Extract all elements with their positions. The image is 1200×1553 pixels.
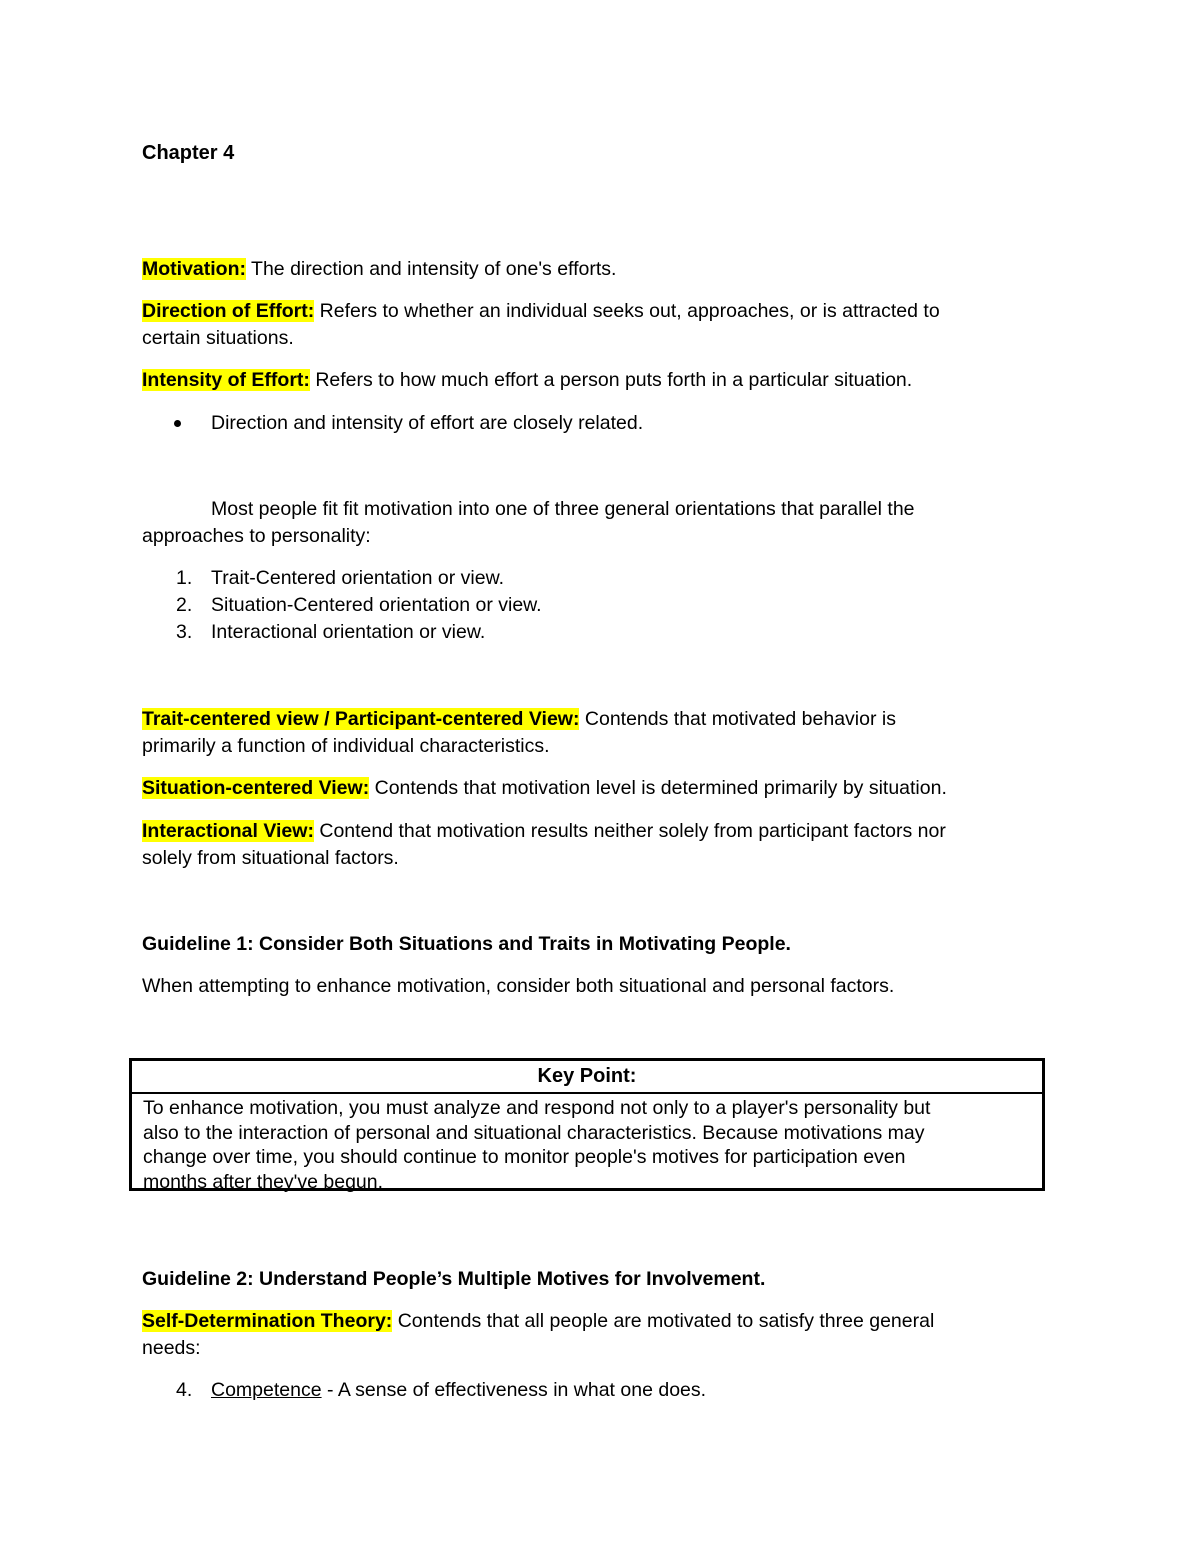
definition-direction-cont: certain situations. (142, 327, 294, 349)
key-point-box (129, 1058, 1045, 1191)
list-item: Trait-Centered orientation or view. (211, 567, 504, 589)
chapter-title: Chapter 4 (142, 142, 235, 164)
key-point-line: To enhance motivation, you must analyze and respond not only to a player's personality but (143, 1097, 931, 1119)
list-marker: 2. (176, 594, 193, 616)
definition-interactional (142, 818, 946, 845)
key-point-body (132, 1094, 1042, 1194)
definition-text: Contends that all people are motivated to satisfy three general (392, 1310, 935, 1332)
term-interactional-view: Interactional View: (142, 820, 314, 842)
need-term: Competence (211, 1379, 322, 1401)
term-trait-centered-view: Trait-centered view / Participant-centered View: (142, 708, 580, 730)
need-text: - A sense of effectiveness in what one does. (321, 1379, 707, 1401)
definition-intensity (142, 367, 912, 394)
definition-sdt (142, 1308, 934, 1335)
bullet-item: Direction and intensity of effort are closely related. (211, 412, 644, 434)
definition-direction (142, 298, 940, 325)
list-item: Situation-Centered orientation or view. (211, 594, 542, 616)
key-point-header: Key Point: (132, 1061, 1042, 1094)
definition-sdt-cont: needs: (142, 1337, 201, 1359)
paragraph-orientations: Most people fit fit motivation into one of three general orientations that parallel the (211, 498, 915, 520)
guideline-2-title: Guideline 2: Understand People’s Multiple Motives for Involvement. (142, 1268, 766, 1290)
definition-situation (142, 775, 947, 802)
definition-motivation (142, 256, 616, 283)
term-direction-of-effort: Direction of Effort: (142, 300, 315, 322)
term-self-determination-theory: Self-Determination Theory: (142, 1310, 393, 1332)
term-motivation: Motivation: (142, 258, 246, 280)
guideline-1-title: Guideline 1: Consider Both Situations and Traits in Motivating People. (142, 933, 791, 955)
paragraph-orientations-cont: approaches to personality: (142, 525, 371, 547)
definition-trait (142, 706, 896, 733)
definition-text: Contends that motivation level is determined primarily by situation. (369, 777, 947, 799)
list-marker: 3. (176, 621, 193, 643)
bullet-icon (174, 420, 181, 427)
definition-text: Contend that motivation results neither solely from participant factors nor (313, 820, 946, 842)
term-intensity-of-effort: Intensity of Effort: (142, 369, 310, 391)
definition-text: Refers to how much effort a person puts forth in a particular situation. (309, 369, 913, 391)
definition-text: Refers to whether an individual seeks out, approaches, or is attracted to (314, 300, 940, 322)
definition-interactional-cont: solely from situational factors. (142, 847, 399, 869)
guideline-1-text: When attempting to enhance motivation, consider both situational and personal factors. (142, 975, 895, 997)
key-point-line: change over time, you should continue to monitor people's motives for participation even (143, 1146, 906, 1168)
key-point-line: also to the interaction of personal and situational characteristics. Because motivations may (143, 1121, 925, 1144)
list-item: Interactional orientation or view. (211, 621, 486, 643)
list-item (211, 1377, 706, 1404)
definition-text: Contends that motivated behavior is (579, 708, 896, 730)
definition-text: The direction and intensity of one's efforts. (245, 258, 617, 280)
list-marker: 1. (176, 567, 193, 589)
list-marker: 4. (176, 1379, 193, 1401)
key-point-line: months after they've begun. (143, 1170, 384, 1193)
definition-trait-cont: primarily a function of individual characteristics. (142, 735, 550, 757)
term-situation-centered-view: Situation-centered View: (142, 777, 370, 799)
